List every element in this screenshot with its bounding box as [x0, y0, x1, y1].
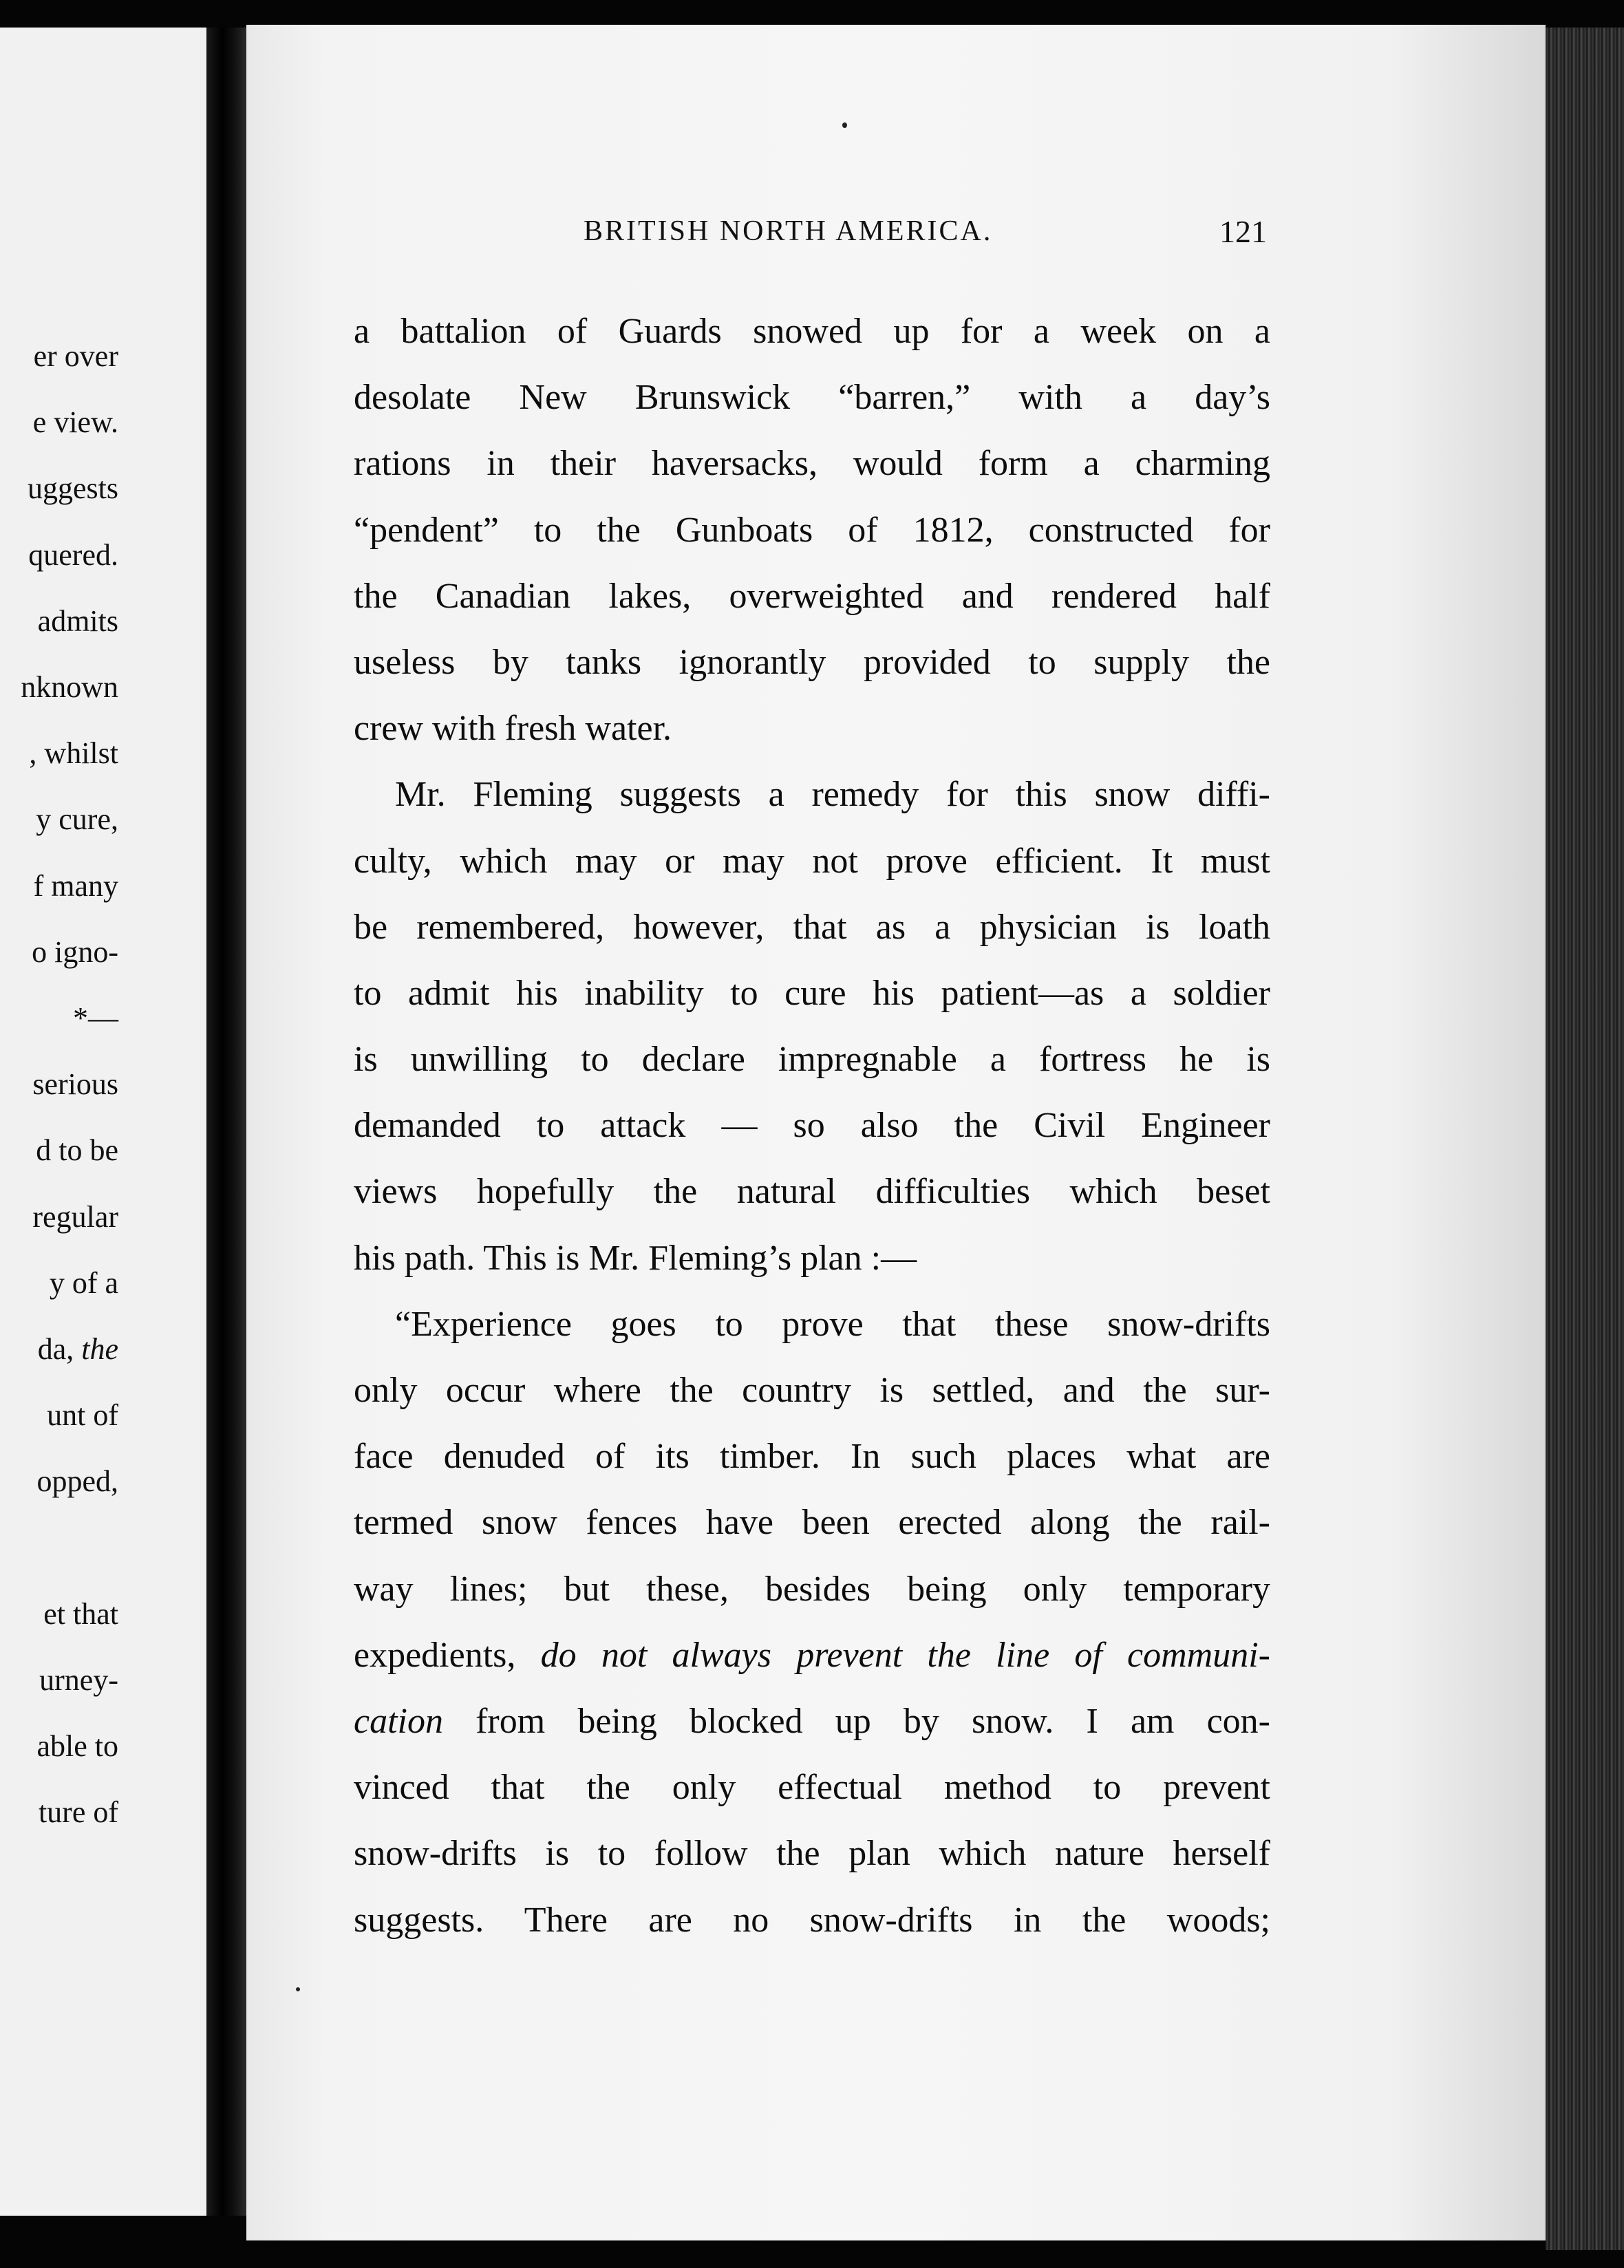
left-page-line-fragment: unt of [47, 1398, 118, 1433]
text-line: vinced that the only effectual method to prevent [354, 1768, 1270, 1808]
text-line: useless by tanks ignorantly provided to supply the [354, 642, 1270, 682]
text-line: expedients, do not always prevent the line of communi- [354, 1635, 1270, 1675]
left-page-line-fragment: e view. [32, 405, 118, 440]
text-line: cation from being blocked up by snow. I am con- [354, 1701, 1270, 1741]
text-line: his path. This is Mr. Fleming’s plan :— [354, 1238, 917, 1278]
text-line: culty, which may or may not prove efficient. It must [354, 841, 1270, 881]
left-page-line-fragment: opped, [36, 1464, 118, 1499]
running-head: BRITISH NORTH AMERICA. [584, 215, 993, 247]
text-line: termed snow fences have been erected along the rail- [354, 1503, 1270, 1543]
text-line: snow-drifts is to follow the plan which nature herself [354, 1834, 1270, 1874]
text-line: “pendent” to the Gunboats of 1812, constructed for [354, 510, 1270, 550]
left-page-line-fragment: regular [32, 1199, 118, 1234]
left-page-line-fragment: serious [32, 1067, 118, 1102]
left-page-line-fragment: er over [33, 339, 118, 373]
text-line: “Experience goes to prove that these snow-drifts [395, 1304, 1270, 1344]
text-line: only occur where the country is settled, and the sur- [354, 1371, 1270, 1410]
text-line: be remembered, however, that as a physician is loath [354, 907, 1270, 947]
left-page-line-fragment: ture of [38, 1795, 118, 1830]
left-page-line-fragment: o igno- [32, 934, 118, 969]
scan-speck [842, 122, 847, 128]
scan-speck [296, 1987, 300, 1991]
text-line: desolate New Brunswick “barren,” with a day’s [354, 378, 1270, 418]
left-page-line-fragment: *— [73, 1001, 118, 1035]
left-page-line-fragment: f many [33, 868, 118, 903]
text-line: is unwilling to declare impregnable a fortress he is [354, 1040, 1270, 1080]
page-edges [1546, 28, 1624, 2250]
text-line: demanded to attack — so also the Civil Engineer [354, 1106, 1270, 1146]
text-line: views hopefully the natural difficulties which beset [354, 1172, 1270, 1212]
text-line: suggests. There are no snow-drifts in the woods; [354, 1900, 1270, 1940]
left-page-line-fragment: d to be [36, 1133, 118, 1168]
left-page-line-fragment: da, the [37, 1332, 118, 1366]
text-line: crew with fresh water. [354, 709, 672, 749]
text-line: face denuded of its timber. In such places what are [354, 1437, 1270, 1477]
left-page-line-fragment: uggests [28, 471, 118, 506]
left-page-line-fragment: urney- [39, 1663, 118, 1697]
left-page-line-fragment: admits [37, 603, 118, 638]
left-page-line-fragment: , whilst [29, 736, 118, 771]
left-page-line-fragment: y of a [49, 1265, 118, 1300]
left-page-line-fragment: y cure, [36, 802, 118, 837]
text-line: to admit his inability to cure his patient—as a soldier [354, 973, 1270, 1013]
text-line: Mr. Fleming suggests a remedy for this snow diffi- [395, 775, 1270, 815]
page-number: 121 [1219, 214, 1267, 249]
left-page-line-fragment: nknown [21, 670, 118, 704]
left-page-line-fragment: quered. [28, 537, 118, 572]
text-line: way lines; but these, besides being only temporary [354, 1569, 1270, 1609]
left-page-line-fragment: able to [36, 1729, 118, 1764]
book-gutter [206, 28, 246, 2216]
text-line: rations in their haversacks, would form a charming [354, 444, 1270, 484]
left-page-line-fragment: et that [43, 1596, 118, 1631]
text-line: a battalion of Guards snowed up for a week on a [354, 312, 1270, 351]
left-facing-page [0, 28, 206, 2216]
text-line: the Canadian lakes, overweighted and rendered half [354, 576, 1270, 616]
body-text [354, 299, 1270, 1954]
